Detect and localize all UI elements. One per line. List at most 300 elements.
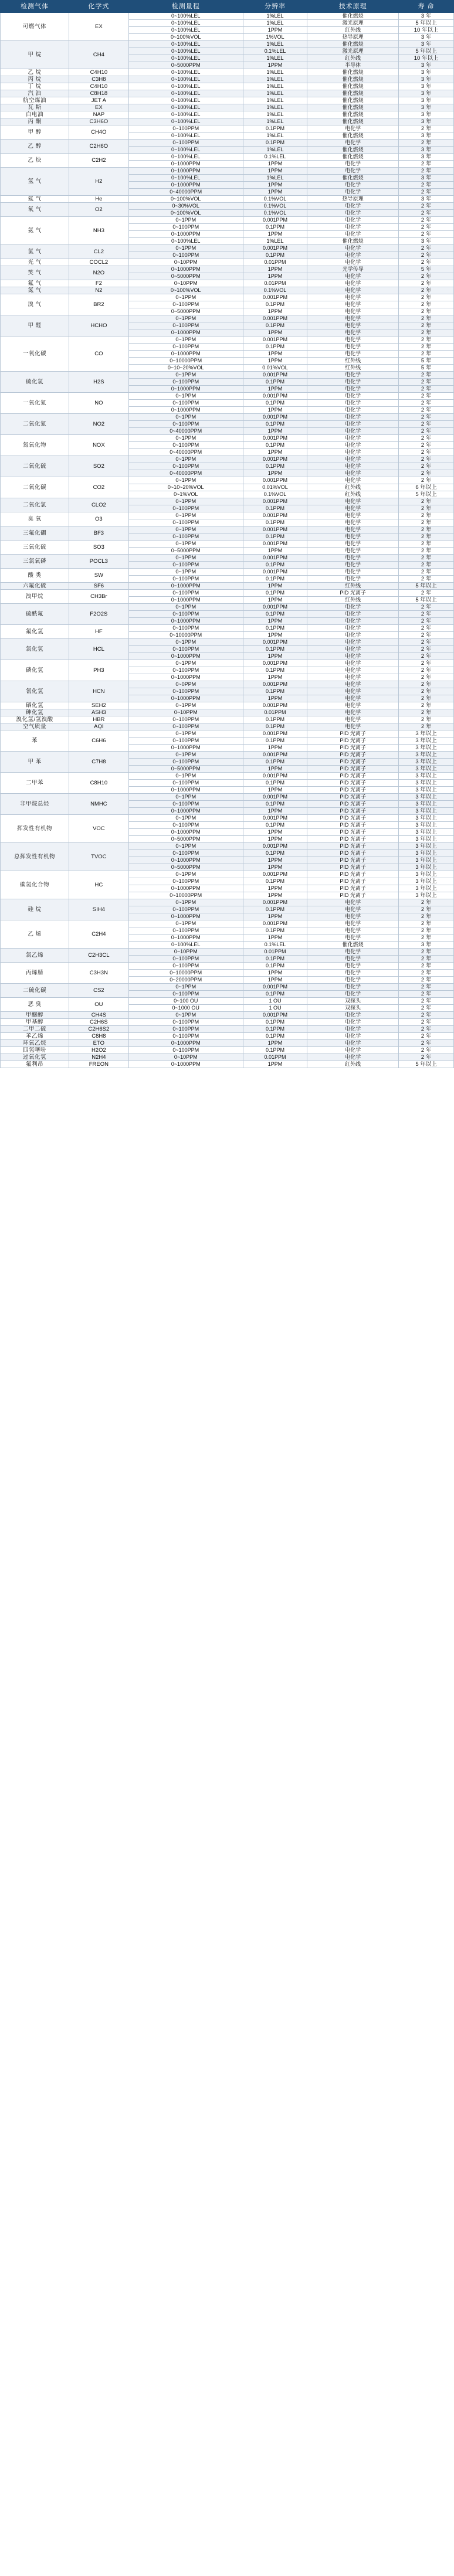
cell-resolution: 1PPM (243, 470, 307, 477)
cell-technology: 电化学 (307, 646, 399, 653)
cell-technology: 电化学 (307, 498, 399, 505)
cell-technology: 电化学 (307, 576, 399, 583)
cell-life: 2 年 (399, 301, 454, 308)
cell-technology: 催化燃烧 (307, 83, 399, 90)
cell-life: 2 年 (399, 1012, 454, 1019)
table-row (1, 104, 454, 111)
cell-life: 2 年 (399, 512, 454, 519)
cell-resolution: 1 OU (243, 998, 307, 1005)
cell-formula: HCHO (69, 315, 129, 337)
cell-range: 0~100%VOL (128, 287, 243, 294)
cell-life: 3 年以上 (399, 738, 454, 745)
table-row (1, 660, 454, 667)
cell-formula: HCN (69, 681, 129, 702)
cell-technology: 电化学 (307, 252, 399, 259)
table-row (1, 41, 454, 48)
cell-technology: 电化学 (307, 1019, 399, 1026)
cell-range: 0~100PPM (128, 822, 243, 829)
cell-technology: 红外线 (307, 484, 399, 491)
cell-range: 0~1PPM (128, 871, 243, 878)
cell-life: 2 年 (399, 653, 454, 660)
table-row (1, 1040, 454, 1047)
cell-technology: 电化学 (307, 723, 399, 730)
cell-gas-name: 溴化氢/氢溴酸 (1, 716, 69, 723)
table-row (1, 1054, 454, 1061)
cell-range: 0~20000PPM (128, 977, 243, 984)
cell-range: 0~1%VOL (128, 491, 243, 498)
cell-life: 3 年以上 (399, 752, 454, 759)
gas-spec-table (0, 0, 454, 1068)
cell-life: 2 年 (399, 245, 454, 252)
cell-technology: 电化学 (307, 372, 399, 379)
cell-technology: 催化燃烧 (307, 132, 399, 140)
cell-range: 0~100PPM (128, 646, 243, 653)
cell-resolution: 1PPM (243, 913, 307, 920)
cell-range: 0~1PPM (128, 372, 243, 379)
cell-life: 3 年以上 (399, 822, 454, 829)
cell-range: 0~1000PPM (128, 1040, 243, 1047)
cell-life: 2 年 (399, 956, 454, 963)
cell-gas-name: 二氧化碳 (1, 477, 69, 498)
cell-range: 0~100PPM (128, 442, 243, 449)
cell-range: 0~10000PPM (128, 358, 243, 365)
cell-technology: 电化学 (307, 970, 399, 977)
cell-life: 5 年以上 (399, 491, 454, 498)
cell-resolution: 1PPM (243, 161, 307, 168)
table-row (1, 984, 454, 991)
cell-range: 0~100%LEL (128, 238, 243, 245)
cell-range: 0~100PPM (128, 611, 243, 618)
cell-range: 0~1000PPM (128, 695, 243, 702)
cell-life: 5 年以上 (399, 597, 454, 604)
cell-resolution: 0.1PPM (243, 1026, 307, 1033)
cell-life: 2 年 (399, 1005, 454, 1012)
cell-technology: 电化学 (307, 618, 399, 625)
cell-technology: 电化学 (307, 287, 399, 294)
cell-resolution: 0.01PPM (243, 949, 307, 956)
cell-gas-name: 溴 气 (1, 294, 69, 315)
cell-life: 2 年 (399, 308, 454, 315)
cell-range: 0~1PPM (128, 435, 243, 442)
cell-technology: 电化学 (307, 421, 399, 428)
cell-gas-name: 丙 烷 (1, 76, 69, 83)
cell-life: 2 年 (399, 161, 454, 168)
cell-range: 0~1PPM (128, 541, 243, 548)
cell-resolution: 0.01%VOL (243, 484, 307, 491)
cell-range: 0~100PPM (128, 519, 243, 526)
cell-formula: CH4S (69, 1012, 129, 1019)
cell-life: 2 年 (399, 329, 454, 337)
cell-gas-name: 笑 气 (1, 266, 69, 280)
cell-formula: C2H6O (69, 140, 129, 154)
cell-range: 0~1PPM (128, 604, 243, 611)
cell-range: 0~100PPM (128, 723, 243, 730)
cell-range: 0~1000PPM (128, 745, 243, 752)
cell-life: 3 年以上 (399, 857, 454, 864)
table-row (1, 287, 454, 294)
col-header-technology: 技术原理 (307, 1, 399, 13)
cell-gas-name: 三氯氧磷 (1, 555, 69, 569)
cell-resolution: 0.001PPM (243, 393, 307, 400)
table-row (1, 498, 454, 505)
cell-gas-name: 氢 气 (1, 168, 69, 196)
cell-formula: SO2 (69, 456, 129, 477)
cell-life: 3 年 (399, 132, 454, 140)
cell-range: 0~100PPM (128, 850, 243, 857)
cell-resolution: 1PPM (243, 386, 307, 393)
cell-gas-name: 一氧化氮 (1, 393, 69, 414)
cell-range: 0~100%LEL (128, 118, 243, 125)
cell-life: 2 年 (399, 723, 454, 730)
cell-resolution: 0.1PPM (243, 625, 307, 632)
table-row (1, 1047, 454, 1054)
cell-life: 3 年以上 (399, 864, 454, 871)
table-row (1, 76, 454, 83)
cell-gas-name: 挥发性有机物 (1, 815, 69, 843)
cell-resolution: 1PPM (243, 934, 307, 942)
cell-formula: SIH4 (69, 899, 129, 920)
cell-technology: 电化学 (307, 161, 399, 168)
cell-resolution: 1PPM (243, 970, 307, 977)
cell-formula: H2O2 (69, 1047, 129, 1054)
cell-resolution: 1PPM (243, 864, 307, 871)
cell-technology: 光学传导 (307, 266, 399, 273)
cell-resolution: 0.1%LEL (243, 942, 307, 949)
cell-gas-name: 丁 烷 (1, 83, 69, 90)
table-row (1, 111, 454, 118)
cell-technology: 电化学 (307, 456, 399, 463)
cell-range: 0~1000PPM (128, 674, 243, 681)
cell-resolution: 0.001PPM (243, 498, 307, 505)
cell-technology: PID 光离子 (307, 787, 399, 794)
cell-formula: C8H10 (69, 773, 129, 794)
cell-technology: 电化学 (307, 519, 399, 526)
cell-technology: 电化学 (307, 541, 399, 548)
cell-technology: 电化学 (307, 329, 399, 337)
cell-resolution: 0.1PPM (243, 125, 307, 132)
cell-technology: PID 光离子 (307, 836, 399, 843)
cell-technology: 电化学 (307, 533, 399, 541)
cell-technology: 激光原理 (307, 48, 399, 55)
cell-range: 0~1000PPM (128, 808, 243, 815)
cell-technology: 电化学 (307, 1012, 399, 1019)
cell-range: 0~1PPM (128, 456, 243, 463)
cell-range: 0~100%LEL (128, 97, 243, 104)
cell-range: 0~100PPM (128, 780, 243, 787)
cell-resolution: 1PPM (243, 836, 307, 843)
cell-life: 2 年 (399, 646, 454, 653)
cell-formula: ETO (69, 1040, 129, 1047)
cell-life: 2 年 (399, 913, 454, 920)
cell-technology: PID 光离子 (307, 766, 399, 773)
cell-range: 0~1PPM (128, 315, 243, 322)
cell-gas-name: 溴甲烷 (1, 590, 69, 604)
cell-range: 0~1PPM (128, 512, 243, 519)
cell-technology: PID 光离子 (307, 885, 399, 892)
cell-formula: C3H6O (69, 118, 129, 125)
cell-life: 3 年 (399, 147, 454, 154)
cell-technology: 红外线 (307, 491, 399, 498)
table-row (1, 1033, 454, 1040)
cell-resolution: 0.001PPM (243, 245, 307, 252)
cell-life: 3 年 (399, 104, 454, 111)
cell-resolution: 0.001PPM (243, 294, 307, 301)
table-row (1, 372, 454, 379)
cell-life: 2 年 (399, 315, 454, 322)
cell-life: 2 年 (399, 456, 454, 463)
cell-technology: 红外线 (307, 1061, 399, 1068)
cell-range: 0~10PPM (128, 259, 243, 266)
cell-formula: OU (69, 998, 129, 1012)
cell-formula: C3H3N (69, 963, 129, 984)
cell-technology: 电化学 (307, 435, 399, 442)
cell-life: 3 年以上 (399, 878, 454, 885)
cell-gas-name: 砷化氢 (1, 709, 69, 716)
cell-life: 3 年以上 (399, 745, 454, 752)
cell-gas-name: 光 气 (1, 259, 69, 266)
cell-life: 2 年 (399, 519, 454, 526)
cell-resolution: 0.1PPM (243, 379, 307, 386)
table-row (1, 245, 454, 252)
cell-technology: 双探头 (307, 1005, 399, 1012)
cell-resolution: 0.1PPM (243, 716, 307, 723)
cell-life: 2 年 (399, 977, 454, 984)
cell-resolution: 0.01PPM (243, 709, 307, 716)
cell-resolution: 0.001PPM (243, 899, 307, 906)
table-row (1, 1012, 454, 1019)
cell-technology: 催化燃烧 (307, 111, 399, 118)
cell-technology: 电化学 (307, 210, 399, 217)
cell-technology: 催化燃烧 (307, 90, 399, 97)
cell-technology: 电化学 (307, 639, 399, 646)
cell-range: 0~100PPM (128, 991, 243, 998)
table-row (1, 604, 454, 611)
cell-resolution: 0.001PPM (243, 315, 307, 322)
cell-range: 0~40000PPM (128, 470, 243, 477)
cell-range: 0~1PPM (128, 337, 243, 344)
cell-gas-name: 氟 气 (1, 280, 69, 287)
cell-range: 0~5000PPM (128, 836, 243, 843)
cell-gas-name: 苯乙烯 (1, 1033, 69, 1040)
cell-resolution: 0.001PPM (243, 414, 307, 421)
cell-technology: 电化学 (307, 301, 399, 308)
cell-range: 0~1PPM (128, 217, 243, 224)
cell-technology: 电化学 (307, 688, 399, 695)
cell-technology: PID 光离子 (307, 892, 399, 899)
cell-life: 2 年 (399, 934, 454, 942)
cell-technology: 电化学 (307, 625, 399, 632)
cell-technology: 电化学 (307, 555, 399, 562)
cell-resolution: 1PPM (243, 653, 307, 660)
cell-gas-name: 四氢噻吩 (1, 1047, 69, 1054)
cell-technology: PID 光离子 (307, 878, 399, 885)
cell-resolution: 0.001PPM (243, 843, 307, 850)
cell-life: 2 年 (399, 224, 454, 231)
cell-technology: 电化学 (307, 400, 399, 407)
cell-range: 0~5000PPM (128, 308, 243, 315)
cell-resolution: 0.1PPM (243, 1019, 307, 1026)
cell-formula: CO (69, 337, 129, 372)
cell-life: 5 年 (399, 358, 454, 365)
table-row (1, 1061, 454, 1068)
cell-resolution: 0.01%VOL (243, 365, 307, 372)
table-row (1, 702, 454, 709)
cell-life: 2 年 (399, 498, 454, 505)
cell-range: 0~100PPM (128, 301, 243, 308)
cell-technology: 电化学 (307, 934, 399, 942)
cell-resolution: 0.001PPM (243, 639, 307, 646)
cell-resolution: 0.1PPM (243, 723, 307, 730)
cell-life: 3 年以上 (399, 794, 454, 801)
table-row (1, 414, 454, 421)
cell-resolution: 0.1%LEL (243, 154, 307, 161)
cell-gas-name: 乙 烷 (1, 69, 69, 76)
cell-life: 2 年 (399, 449, 454, 456)
cell-life: 5 年以上 (399, 1061, 454, 1068)
cell-resolution: 0.1PPM (243, 442, 307, 449)
cell-resolution: 1%LEL (243, 90, 307, 97)
cell-gas-name: 白电油 (1, 111, 69, 118)
cell-life: 2 年 (399, 435, 454, 442)
cell-technology: 红外线 (307, 365, 399, 372)
cell-technology: 电化学 (307, 1026, 399, 1033)
cell-life: 2 年 (399, 210, 454, 217)
cell-resolution: 0.001PPM (243, 773, 307, 780)
cell-formula: NO (69, 393, 129, 414)
cell-range: 0~1000PPM (128, 161, 243, 168)
table-row (1, 639, 454, 646)
cell-life: 2 年 (399, 182, 454, 189)
table-row (1, 203, 454, 210)
cell-technology: 电化学 (307, 562, 399, 569)
cell-technology: PID 光离子 (307, 794, 399, 801)
cell-range: 0~10~20%VOL (128, 365, 243, 372)
cell-range: 0~100%LEL (128, 13, 243, 20)
cell-resolution: 0.001PPM (243, 217, 307, 224)
table-row (1, 963, 454, 970)
cell-range: 0~100PPM (128, 379, 243, 386)
col-header-life: 寿 命 (399, 1, 454, 13)
cell-range: 0~1000PPM (128, 787, 243, 794)
cell-range: 0~100%LEL (128, 175, 243, 182)
cell-range: 0~100PPM (128, 963, 243, 970)
cell-range: 0~100PPM (128, 125, 243, 132)
cell-life: 2 年 (399, 421, 454, 428)
cell-resolution: 0.1%VOL (243, 491, 307, 498)
cell-resolution: 0.1PPM (243, 801, 307, 808)
cell-gas-name: 氮氧化物 (1, 435, 69, 456)
cell-resolution: 1PPM (243, 329, 307, 337)
cell-resolution: 0.1%VOL (243, 196, 307, 203)
cell-resolution: 1%LEL (243, 175, 307, 182)
cell-resolution: 1%LEL (243, 147, 307, 154)
cell-range: 0~10000PPM (128, 892, 243, 899)
cell-range: 0~100PPM (128, 1026, 243, 1033)
cell-resolution: 0.001PPM (243, 526, 307, 533)
cell-life: 3 年 (399, 238, 454, 245)
cell-life: 2 年 (399, 949, 454, 956)
cell-resolution: 0.1PPM (243, 505, 307, 512)
cell-formula: C7H8 (69, 752, 129, 773)
table-row (1, 168, 454, 175)
cell-formula: CL2 (69, 245, 129, 259)
cell-life: 3 年以上 (399, 766, 454, 773)
cell-life: 2 年 (399, 1040, 454, 1047)
cell-range: 0~1PPM (128, 414, 243, 421)
cell-life: 2 年 (399, 541, 454, 548)
cell-resolution: 1PPM (243, 308, 307, 315)
cell-range: 0~5000PPM (128, 766, 243, 773)
cell-technology: 电化学 (307, 667, 399, 674)
cell-resolution: 1PPM (243, 548, 307, 555)
cell-technology: 电化学 (307, 449, 399, 456)
cell-life: 2 年 (399, 562, 454, 569)
cell-formula: SEH2 (69, 702, 129, 709)
cell-technology: 电化学 (307, 344, 399, 351)
cell-life: 2 年 (399, 231, 454, 238)
cell-range: 0~100PPM (128, 224, 243, 231)
cell-range: 0~100%LEL (128, 147, 243, 154)
cell-life: 2 年 (399, 716, 454, 723)
cell-technology: 催化燃烧 (307, 118, 399, 125)
cell-resolution: 0.001PPM (243, 681, 307, 688)
cell-formula: C4H10 (69, 83, 129, 90)
cell-resolution: 0.001PPM (243, 752, 307, 759)
table-row (1, 477, 454, 484)
cell-resolution: 1%LEL (243, 55, 307, 62)
cell-formula: FREON (69, 1061, 129, 1068)
cell-range: 0~100PPM (128, 322, 243, 329)
cell-life: 2 年 (399, 702, 454, 709)
cell-resolution: 0.1PPM (243, 780, 307, 787)
cell-resolution: 1PPM (243, 407, 307, 414)
cell-resolution: 0.1PPM (243, 576, 307, 583)
cell-gas-name: 氦 气 (1, 196, 69, 203)
cell-technology: PID 光离子 (307, 850, 399, 857)
cell-life: 2 年 (399, 569, 454, 576)
cell-life: 2 年 (399, 470, 454, 477)
cell-life: 2 年 (399, 920, 454, 927)
cell-formula: N2O (69, 266, 129, 280)
cell-life: 2 年 (399, 576, 454, 583)
cell-formula: C4H10 (69, 69, 129, 76)
cell-life: 3 年 (399, 90, 454, 97)
header-row (1, 1, 454, 13)
cell-gas-name: 磷化氢 (1, 660, 69, 681)
cell-formula: N2H4 (69, 1054, 129, 1061)
cell-technology: 电化学 (307, 386, 399, 393)
cell-life: 2 年 (399, 688, 454, 695)
cell-resolution: 0.1%LEL (243, 48, 307, 55)
cell-resolution: 0.1PPM (243, 1033, 307, 1040)
cell-range: 0~1PPM (128, 773, 243, 780)
cell-technology: 电化学 (307, 653, 399, 660)
cell-life: 2 年 (399, 695, 454, 702)
cell-life: 2 年 (399, 125, 454, 132)
cell-life: 2 年 (399, 1047, 454, 1054)
cell-range: 0~10PPM (128, 280, 243, 287)
cell-life: 3 年 (399, 196, 454, 203)
table-row (1, 752, 454, 759)
cell-life: 3 年以上 (399, 801, 454, 808)
cell-range: 0~1PPM (128, 639, 243, 646)
cell-formula: HC (69, 871, 129, 899)
cell-technology: PID 光离子 (307, 745, 399, 752)
cell-life: 3 年以上 (399, 730, 454, 738)
cell-technology: 电化学 (307, 189, 399, 196)
table-row (1, 90, 454, 97)
cell-resolution: 1PPM (243, 674, 307, 681)
